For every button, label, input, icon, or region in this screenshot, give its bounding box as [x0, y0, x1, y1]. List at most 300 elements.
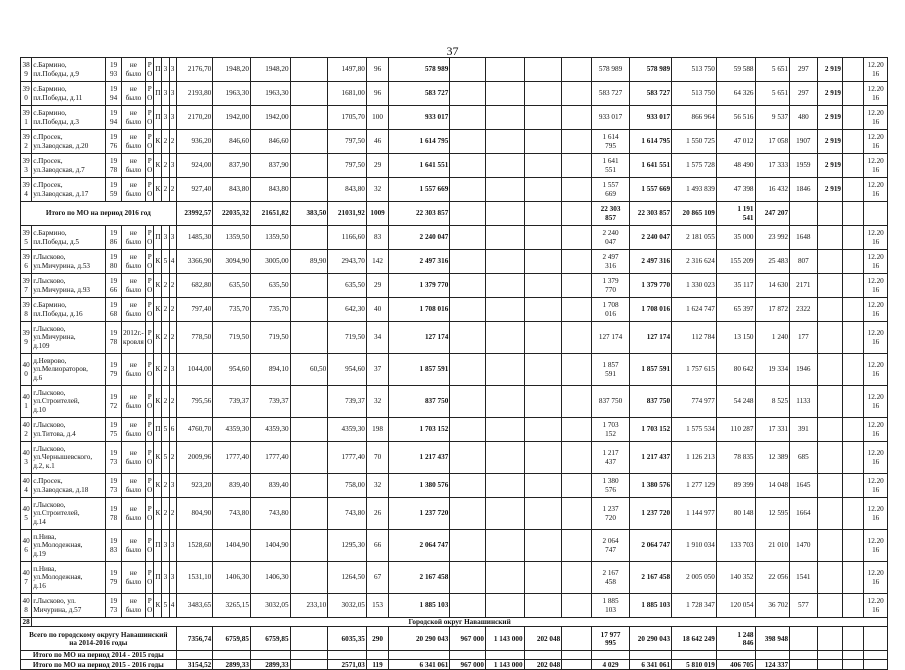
cell-o3: [524, 250, 562, 274]
cell-o5: 4 029: [591, 660, 630, 670]
table-row: [21, 250, 888, 274]
cell-empty: [485, 651, 524, 660]
cell-s: 1 703 152: [389, 418, 450, 442]
cell-o4: [562, 298, 592, 322]
cell-o5: 1 703 152: [591, 418, 630, 442]
cell-o11: [817, 530, 842, 562]
cell-o6: 20 290 043: [630, 627, 672, 651]
cell-empty: [843, 651, 864, 660]
cell-o10: 807: [790, 250, 817, 274]
cell-o8: 78 835: [716, 442, 755, 474]
cell-o10: 480: [790, 106, 817, 130]
cell-o2: [485, 418, 524, 442]
cell-d: 60,50: [290, 354, 328, 386]
cell-b: 954,60: [213, 354, 251, 386]
cell-o2: [485, 530, 524, 562]
cell-o10: 1664: [790, 498, 817, 530]
cell-o5: 17 977 995: [591, 627, 630, 651]
cell-o3: [524, 226, 562, 250]
cell-o2: [485, 594, 524, 618]
cell-dt: 12.20 16: [864, 322, 888, 354]
cell-o2: [485, 562, 524, 594]
cell-year: 19 94: [106, 82, 121, 106]
cell-o6: 2 497 316: [630, 250, 672, 274]
cell-o5: 837 750: [591, 386, 630, 418]
cell-e2: 642,30: [328, 298, 367, 322]
cell-o7: 1 624 747: [672, 298, 717, 322]
cell-e2: 719,50: [328, 322, 367, 354]
cell-o5: 1 380 576: [591, 474, 630, 498]
cell-o3: [524, 386, 562, 418]
cell-o3: [524, 154, 562, 178]
cell-o6: 127 174: [630, 322, 672, 354]
cell-o8: 47 012: [716, 130, 755, 154]
cell-e2: 1497,80: [328, 58, 367, 82]
cell-o4: [562, 106, 592, 130]
cell-o7: 1 575 728: [672, 154, 717, 178]
cell-s: 20 290 043: [389, 627, 450, 651]
cell-x: [843, 442, 864, 474]
cell-o6: 1 379 770: [630, 274, 672, 298]
cell-o2: [485, 474, 524, 498]
total-row: [21, 202, 888, 226]
register-table: [20, 57, 888, 670]
cell-n: 39 3: [21, 154, 32, 178]
cell-dt: 12.20 16: [864, 274, 888, 298]
cell-o7: 20 865 109: [672, 202, 717, 226]
cell-o4: [562, 562, 592, 594]
cell-ss: не было: [121, 562, 145, 594]
cell-n: 40 8: [21, 594, 32, 618]
cell-f: 2: [162, 498, 169, 530]
cell-t: К: [154, 322, 162, 354]
cell-c: 846,60: [250, 130, 290, 154]
cell-m: Р О: [146, 274, 154, 298]
table-row: [21, 386, 888, 418]
cell-o5: 578 989: [591, 58, 630, 82]
cell-e2: 4359,30: [328, 418, 367, 442]
cell-o1: [450, 298, 486, 322]
cell-o1: 967 000: [450, 660, 486, 670]
cell-e: 2: [169, 298, 176, 322]
cell-ss: не было: [121, 130, 145, 154]
cell-empty: [524, 651, 562, 660]
cell-o4: [562, 178, 592, 202]
cell-s: 1 857 591: [389, 354, 450, 386]
cell-o2: [485, 442, 524, 474]
cell-o9: 124 337: [755, 660, 790, 670]
cell-c: 837,90: [250, 154, 290, 178]
cell-o11: [817, 354, 842, 386]
cell-p: 142: [366, 250, 388, 274]
table-row: [21, 226, 888, 250]
cell-e2: 6035,35: [328, 627, 367, 651]
cell-m: Р О: [146, 322, 154, 354]
cell-s: 1 237 720: [389, 498, 450, 530]
cell-x: [843, 298, 864, 322]
cell-x: [843, 498, 864, 530]
cell-n: 40 0: [21, 354, 32, 386]
cell-m: Р О: [146, 250, 154, 274]
cell-ss: 2012г.- кровля: [121, 322, 145, 354]
cell-o3: [524, 442, 562, 474]
cell-a: 7356,74: [176, 627, 213, 651]
cell-p: 32: [366, 474, 388, 498]
cell-b: 4359,30: [213, 418, 251, 442]
cell-o9: 17 331: [755, 418, 790, 442]
cell-year: 19 73: [106, 594, 121, 618]
cell-o6: 1 217 437: [630, 442, 672, 474]
cell-s: 837 750: [389, 386, 450, 418]
cell-f: 3: [162, 226, 169, 250]
cell-o10: 577: [790, 594, 817, 618]
cell-ss: не было: [121, 418, 145, 442]
cell-c: 1359,50: [250, 226, 290, 250]
cell-addr: с.Просек, ул.Заводская, д.17: [32, 178, 106, 202]
cell-n: 40 4: [21, 474, 32, 498]
table-row: [21, 298, 888, 322]
cell-s: 1 708 016: [389, 298, 450, 322]
cell-addr: г.Лысково, ул.Мичурина, д.53: [32, 250, 106, 274]
cell-empty: [817, 651, 842, 660]
cell-o6: 1 237 720: [630, 498, 672, 530]
cell-o2: [485, 154, 524, 178]
cell-ss: не было: [121, 474, 145, 498]
cell-ss: не было: [121, 298, 145, 322]
cell-o8: 54 248: [716, 386, 755, 418]
cell-x: [843, 58, 864, 82]
cell-a: 1044,00: [176, 354, 213, 386]
cell-empty: [591, 651, 630, 660]
cell-f: 2: [162, 474, 169, 498]
cell-o5: 583 727: [591, 82, 630, 106]
table-row: [21, 178, 888, 202]
cell-m: Р О: [146, 58, 154, 82]
cell-year: 19 75: [106, 418, 121, 442]
cell-n: 39 1: [21, 106, 32, 130]
cell-a: 795,56: [176, 386, 213, 418]
page-number: 37: [446, 44, 459, 58]
cell-a: 2170,20: [176, 106, 213, 130]
cell-e: 4: [169, 594, 176, 618]
cell-o6: 1 885 103: [630, 594, 672, 618]
cell-x: [843, 202, 864, 226]
cell-o5: 1 557 669: [591, 178, 630, 202]
cell-p: 67: [366, 562, 388, 594]
cell-o11: [817, 418, 842, 442]
cell-o9: 9 537: [755, 106, 790, 130]
cell-c: 719,50: [250, 322, 290, 354]
cell-n: 39 9: [21, 322, 32, 354]
cell-o4: [562, 386, 592, 418]
cell-addr: с.Просек, ул.Заводская, д.18: [32, 474, 106, 498]
cell-t: К: [154, 594, 162, 618]
cell-n: 40 7: [21, 562, 32, 594]
cell-x: [843, 226, 864, 250]
cell-b: 739,37: [213, 386, 251, 418]
cell-d: [290, 154, 328, 178]
cell-m: Р О: [146, 530, 154, 562]
cell-p: 34: [366, 322, 388, 354]
cell-addr: д.Неврово, ул.Мелиораторов, д.6: [32, 354, 106, 386]
cell-o9: 17 333: [755, 154, 790, 178]
cell-empty: [176, 651, 213, 660]
cell-b: 1963,30: [213, 82, 251, 106]
cell-o9: 8 525: [755, 386, 790, 418]
cell-a: 2009,96: [176, 442, 213, 474]
cell-o9: 21 010: [755, 530, 790, 562]
cell-year: 19 73: [106, 442, 121, 474]
cell-o4: [562, 594, 592, 618]
cell-o9: 16 432: [755, 178, 790, 202]
cell-x: [843, 627, 864, 651]
cell-x: [843, 354, 864, 386]
cell-o5: 2 497 316: [591, 250, 630, 274]
cell-e: 6: [169, 418, 176, 442]
cell-c: 743,80: [250, 498, 290, 530]
cell-a: 23992,57: [176, 202, 213, 226]
cell-m: Р О: [146, 474, 154, 498]
cell-a: 4760,70: [176, 418, 213, 442]
cell-s: 22 303 857: [389, 202, 450, 226]
cell-p: 29: [366, 154, 388, 178]
cell-m: Р О: [146, 130, 154, 154]
cell-o1: [450, 474, 486, 498]
cell-e: 3: [169, 154, 176, 178]
total-label: Итого по МО на период 2015 - 2016 годы: [21, 660, 177, 670]
cell-t: К: [154, 386, 162, 418]
cell-b: 3094,90: [213, 250, 251, 274]
cell-year: 19 86: [106, 226, 121, 250]
cell-o1: [450, 562, 486, 594]
cell-o4: [562, 250, 592, 274]
cell-c: 1942,00: [250, 106, 290, 130]
cell-e: 4: [169, 250, 176, 274]
cell-o7: 1 728 347: [672, 594, 717, 618]
cell-o8: 133 703: [716, 530, 755, 562]
cell-o1: [450, 274, 486, 298]
cell-addr: г.Лысково, ул.Строителей, д.14: [32, 498, 106, 530]
cell-o11: [817, 660, 842, 670]
cell-o8: 1 191 541: [716, 202, 755, 226]
cell-o4: [562, 82, 592, 106]
cell-o3: [524, 562, 562, 594]
cell-o8: 80 148: [716, 498, 755, 530]
cell-f: 2: [162, 130, 169, 154]
table-row: [21, 530, 888, 562]
cell-a: 804,90: [176, 498, 213, 530]
cell-empty: [389, 651, 450, 660]
cell-o10: 1959: [790, 154, 817, 178]
total-label: Итого по МО на период 2016 год: [21, 202, 177, 226]
cell-f: 2: [162, 298, 169, 322]
cell-dt: 12.20 16: [864, 498, 888, 530]
cell-o9: 17 872: [755, 298, 790, 322]
cell-o8: 65 397: [716, 298, 755, 322]
cell-e2: 3032,05: [328, 594, 367, 618]
cell-x: [843, 530, 864, 562]
cell-addr: с.Бармино, пл.Победы, д.9: [32, 58, 106, 82]
cell-o11: [817, 322, 842, 354]
cell-a: 682,80: [176, 274, 213, 298]
cell-o4: [562, 274, 592, 298]
cell-n: 40 1: [21, 386, 32, 418]
table-row: [21, 322, 888, 354]
cell-b: 1942,00: [213, 106, 251, 130]
cell-empty: [562, 651, 592, 660]
cell-d: [290, 58, 328, 82]
cell-ss: не было: [121, 250, 145, 274]
table-row: [21, 562, 888, 594]
cell-f: 2: [162, 178, 169, 202]
cell-empty: [213, 651, 251, 660]
cell-p: 153: [366, 594, 388, 618]
cell-o9: 36 702: [755, 594, 790, 618]
cell-o7: 1 757 615: [672, 354, 717, 386]
cell-ss: не было: [121, 274, 145, 298]
cell-o11: 2 919: [817, 130, 842, 154]
cell-ss: не было: [121, 498, 145, 530]
cell-s: 1 614 795: [389, 130, 450, 154]
cell-ss: не было: [121, 442, 145, 474]
cell-a: 3366,90: [176, 250, 213, 274]
cell-b: 1948,20: [213, 58, 251, 82]
cell-m: Р О: [146, 226, 154, 250]
cell-b: 1406,30: [213, 562, 251, 594]
cell-p: 66: [366, 530, 388, 562]
cell-o11: [817, 226, 842, 250]
cell-o7: 513 750: [672, 58, 717, 82]
cell-o9: 17 058: [755, 130, 790, 154]
cell-b: 843,80: [213, 178, 251, 202]
cell-e2: 21031,92: [328, 202, 367, 226]
cell-ss: не было: [121, 594, 145, 618]
cell-n: 39 0: [21, 82, 32, 106]
cell-empty: [630, 651, 672, 660]
cell-f: 2: [162, 354, 169, 386]
cell-x: [843, 562, 864, 594]
cell-a: 3154,52: [176, 660, 213, 670]
cell-p: 32: [366, 386, 388, 418]
cell-d: [290, 130, 328, 154]
cell-o5: 22 303 857: [591, 202, 630, 226]
cell-o11: [817, 498, 842, 530]
cell-e2: 739,37: [328, 386, 367, 418]
cell-d: [290, 498, 328, 530]
cell-dt: 12.20 16: [864, 442, 888, 474]
cell-o5: 1 857 591: [591, 354, 630, 386]
table-row: [21, 58, 888, 82]
cell-o1: [450, 498, 486, 530]
cell-addr: с.Бармино, пл.Победы, д.5: [32, 226, 106, 250]
cell-t: К: [154, 130, 162, 154]
cell-c: 894,10: [250, 354, 290, 386]
cell-o8: 35 000: [716, 226, 755, 250]
cell-e: 2: [169, 498, 176, 530]
cell-o4: [562, 418, 592, 442]
cell-o7: 513 750: [672, 82, 717, 106]
cell-c: 843,80: [250, 178, 290, 202]
cell-o7: 1 144 977: [672, 498, 717, 530]
cell-o2: [485, 322, 524, 354]
cell-p: 26: [366, 498, 388, 530]
cell-o7: 1 330 023: [672, 274, 717, 298]
cell-o3: [524, 474, 562, 498]
cell-o5: 2 167 458: [591, 562, 630, 594]
cell-f: 3: [162, 106, 169, 130]
cell-year: 19 83: [106, 530, 121, 562]
cell-c: 839,40: [250, 474, 290, 498]
cell-b: 839,40: [213, 474, 251, 498]
cell-o4: [562, 226, 592, 250]
cell-o1: [450, 130, 486, 154]
cell-p: 83: [366, 226, 388, 250]
cell-p: 1009: [366, 202, 388, 226]
cell-o8: 1 248 846: [716, 627, 755, 651]
cell-o8: 56 516: [716, 106, 755, 130]
cell-addr: с.Просек, ул.Заводская, д.7: [32, 154, 106, 178]
cell-n: 40 6: [21, 530, 32, 562]
cell-s: 2 240 047: [389, 226, 450, 250]
cell-year: 19 66: [106, 274, 121, 298]
cell-t: П: [154, 82, 162, 106]
cell-o1: [450, 322, 486, 354]
cell-o2: [485, 274, 524, 298]
cell-o9: 14 048: [755, 474, 790, 498]
cell-dt: 12.20 16: [864, 130, 888, 154]
cell-b: 635,50: [213, 274, 251, 298]
cell-e2: 1264,50: [328, 562, 367, 594]
cell-o6: 2 240 047: [630, 226, 672, 250]
cell-empty: [716, 651, 755, 660]
cell-e: 3: [169, 474, 176, 498]
cell-e: 3: [169, 58, 176, 82]
cell-m: Р О: [146, 178, 154, 202]
table-row: [21, 474, 888, 498]
cell-o3: [524, 274, 562, 298]
cell-x: [843, 660, 864, 670]
cell-p: 96: [366, 82, 388, 106]
cell-o1: [450, 106, 486, 130]
cell-d: 233,10: [290, 594, 328, 618]
cell-o3: [524, 498, 562, 530]
cell-s: 1 641 551: [389, 154, 450, 178]
cell-year: 19 76: [106, 130, 121, 154]
cell-o9: 12 389: [755, 442, 790, 474]
cell-o11: [817, 627, 842, 651]
cell-ss: не было: [121, 82, 145, 106]
cell-e: 2: [169, 442, 176, 474]
total-row: [21, 627, 888, 651]
cell-o4: [562, 130, 592, 154]
cell-o1: [450, 442, 486, 474]
cell-o5: 1 217 437: [591, 442, 630, 474]
cell-o8: 59 588: [716, 58, 755, 82]
cell-o1: [450, 530, 486, 562]
cell-d: [290, 274, 328, 298]
cell-c: 635,50: [250, 274, 290, 298]
cell-o2: [485, 386, 524, 418]
cell-o9: 23 992: [755, 226, 790, 250]
cell-c: 3032,05: [250, 594, 290, 618]
cell-addr: с.Бармино, пл.Победы, д.11: [32, 82, 106, 106]
cell-t: К: [154, 498, 162, 530]
cell-o7: 112 784: [672, 322, 717, 354]
cell-addr: г.Лысково, ул.Титова, д.4: [32, 418, 106, 442]
cell-o9: 398 948: [755, 627, 790, 651]
cell-o5: 933 017: [591, 106, 630, 130]
cell-year: 19 79: [106, 562, 121, 594]
